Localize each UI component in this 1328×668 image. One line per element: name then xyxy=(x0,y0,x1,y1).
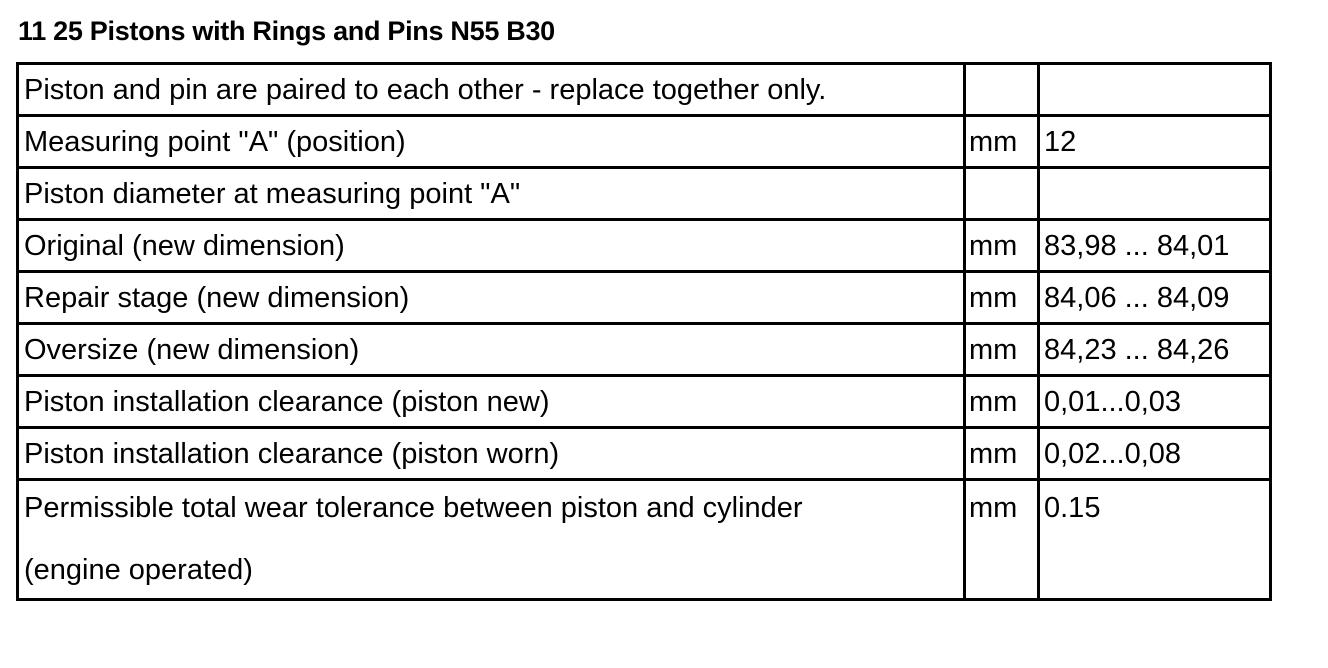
table-row xyxy=(18,64,1271,116)
value-cell: 12 xyxy=(1039,116,1271,168)
description-cell xyxy=(18,480,965,600)
value-cell: 0,02...0,08 xyxy=(1039,428,1271,480)
unit-cell: mm xyxy=(965,272,1039,324)
table-row xyxy=(18,168,1271,220)
description-cell: Piston and pin are paired to each other - replace together only. xyxy=(18,64,965,116)
description-cell: Piston diameter at measuring point "A" xyxy=(18,168,965,220)
description-line: (engine operated) xyxy=(24,554,253,586)
unit-cell xyxy=(965,168,1039,220)
value-cell: 84,23 ... 84,26 xyxy=(1039,324,1271,376)
value-cell: 83,98 ... 84,01 xyxy=(1039,220,1271,272)
description-cell: Original (new dimension) xyxy=(18,220,965,272)
description-cell: Oversize (new dimension) xyxy=(18,324,965,376)
description-cell: Piston installation clearance (piston new) xyxy=(18,376,965,428)
unit-cell: mm xyxy=(965,324,1039,376)
description-cell: Repair stage (new dimension) xyxy=(18,272,965,324)
description-cell: Measuring point "A" (position) xyxy=(18,116,965,168)
description-line: Permissible total wear tolerance between piston and cylinder xyxy=(24,492,803,524)
value-cell: 0.15 xyxy=(1039,480,1271,600)
unit-cell: mm xyxy=(965,480,1039,600)
unit-cell: mm xyxy=(965,220,1039,272)
value-cell xyxy=(1039,168,1271,220)
unit-cell: mm xyxy=(965,428,1039,480)
table-row xyxy=(18,480,1271,600)
unit-cell: mm xyxy=(965,376,1039,428)
unit-cell xyxy=(965,64,1039,116)
table-row xyxy=(18,324,1271,376)
table-row xyxy=(18,220,1271,272)
document-title: 11 25 Pistons with Rings and Pins N55 B30 xyxy=(18,16,555,46)
table-row xyxy=(18,116,1271,168)
table-row xyxy=(18,376,1271,428)
description-cell: Piston installation clearance (piston worn) xyxy=(18,428,965,480)
unit-cell: mm xyxy=(965,116,1039,168)
table-row xyxy=(18,428,1271,480)
value-cell xyxy=(1039,64,1271,116)
value-cell: 84,06 ... 84,09 xyxy=(1039,272,1271,324)
table-row xyxy=(18,272,1271,324)
value-cell: 0,01...0,03 xyxy=(1039,376,1271,428)
specification-table xyxy=(16,62,1272,601)
